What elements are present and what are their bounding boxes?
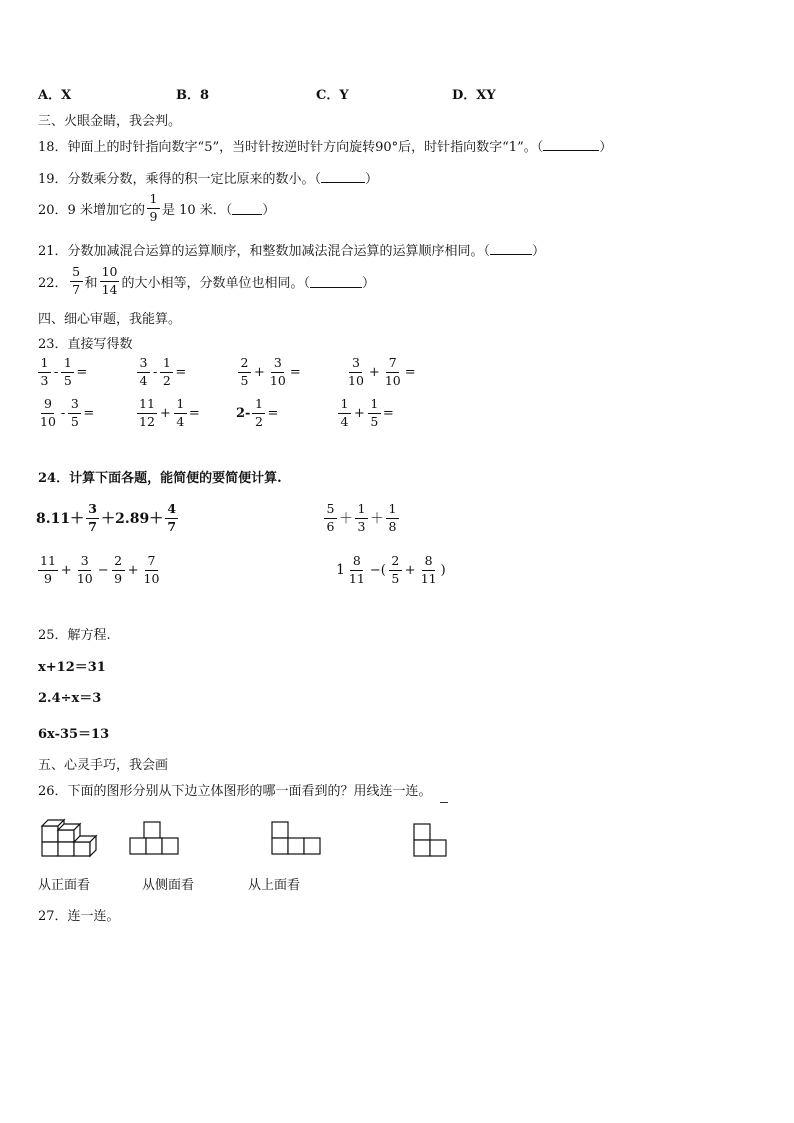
q23-item-4: $\frac{3}{10}$ + $\frac{7}{10}$ = bbox=[348, 355, 416, 388]
q20-fraction: $\frac{1}{9}$ bbox=[147, 193, 160, 223]
q24-expression-3: $\frac{11}{9}$ + $\frac{3}{10}$ − $\frac{2}{9}$ + $\frac{7}{10}$ bbox=[40, 553, 160, 586]
section5-title: 五、心灵手巧，我会画 bbox=[38, 758, 169, 773]
choice-c: C．Y bbox=[316, 88, 349, 103]
q22-fraction-1: $\frac{5}{7}$ bbox=[70, 266, 83, 296]
q25-equation-1: x+12＝31 bbox=[38, 660, 106, 675]
q23-title: 23．直接写得数 bbox=[38, 337, 133, 352]
q26-title: 26．下面的图形分别从下边立体图形的哪一面看到的？用线连一连。 bbox=[38, 784, 432, 799]
q22-pre: 22． bbox=[38, 275, 68, 291]
q24-expression-2: $\frac{5}{6}$ ＋ $\frac{1}{3}$ ＋ $\frac{1}{8}$ bbox=[322, 503, 401, 533]
q18-end: ） bbox=[599, 140, 613, 155]
solid-blocks-figure bbox=[38, 814, 100, 858]
q22-fraction-2: $\frac{10}{14}$ bbox=[101, 264, 118, 297]
q20-post: 是 10 米．（ bbox=[161, 202, 233, 218]
q24-title: 24．计算下面各题，能简便的要简便计算. bbox=[38, 471, 282, 486]
q27-title: 27．连一连。 bbox=[38, 909, 120, 924]
q19-text: 19．分数乘分数，乘得的积一定比原来的数小。（ bbox=[38, 172, 322, 187]
q23-item-3: $\frac{2}{5}$ + $\frac{3}{10}$ = bbox=[236, 357, 301, 387]
q23-item-2: $\frac{3}{4}$ - $\frac{1}{2}$ = bbox=[135, 357, 186, 387]
question-19 bbox=[38, 168, 378, 187]
q18-text: 18．钟面上的时针指向数字“5”，当时针按逆时针方向旋转90°后，时针指向数字“1”。（ bbox=[38, 140, 544, 155]
q25-title: 25．解方程. bbox=[38, 628, 111, 643]
q20-answer-blank[interactable] bbox=[232, 202, 262, 215]
view-label-front: 从正面看 bbox=[38, 878, 91, 893]
q20-pre: 20．9 米增加它的 bbox=[38, 202, 145, 218]
q21-answer-blank[interactable] bbox=[490, 242, 532, 255]
view-label-side: 从侧面看 bbox=[142, 878, 195, 893]
choice-d: D．XY bbox=[452, 88, 496, 103]
q24-expression-4: 1 $\frac{8}{11}$ −( $\frac{2}{5}$ + $\frac{8}{11}$ ) bbox=[336, 553, 446, 586]
q22-answer-blank[interactable] bbox=[310, 275, 362, 288]
choice-a: A．X bbox=[38, 88, 72, 103]
q23-item-6: $\frac{11}{12}$ + $\frac{1}{4}$ = bbox=[139, 396, 200, 429]
section4-title: 四、细心审题，我能算。 bbox=[38, 312, 182, 327]
q25-equation-2: 2.4÷x＝3 bbox=[38, 691, 102, 706]
q23-item-7: 2- $\frac{1}{2}$ = bbox=[236, 396, 279, 429]
q18-answer-blank[interactable] bbox=[543, 138, 599, 151]
question-22 bbox=[38, 266, 375, 296]
view-label-top: 从上面看 bbox=[248, 878, 301, 893]
q19-end: ） bbox=[365, 172, 379, 187]
q24-expression-1: 8.11＋ $\frac{3}{7}$ ＋2.89＋ $\frac{4}{7}$ bbox=[36, 503, 180, 533]
question-18 bbox=[38, 136, 612, 155]
q23-item-8: $\frac{1}{4}$ + $\frac{1}{5}$ = bbox=[336, 398, 394, 428]
view-shape-2 bbox=[270, 820, 322, 860]
q23-item-1: $\frac{1}{3}$ - $\frac{1}{5}$ = bbox=[36, 357, 87, 387]
q21-text: 21．分数加减混合运算的运算顺序，和整数加减法混合运算的运算顺序相同。（ bbox=[38, 244, 491, 259]
q22-mid: 和 bbox=[84, 275, 98, 291]
question-21 bbox=[38, 240, 545, 259]
section3-title: 三、火眼金睛，我会判。 bbox=[38, 114, 182, 129]
q20-end: ） bbox=[262, 202, 276, 218]
q22-post: 的大小相等，分数单位也相同。（ bbox=[121, 275, 310, 291]
stray-mark bbox=[440, 802, 448, 803]
q21-end: ） bbox=[532, 244, 546, 259]
q22-end: ） bbox=[361, 275, 375, 291]
view-shape-1 bbox=[128, 820, 180, 858]
q19-answer-blank[interactable] bbox=[321, 170, 365, 183]
question-20 bbox=[38, 193, 275, 223]
q23-item-5: $\frac{9}{10}$ - $\frac{3}{5}$ = bbox=[40, 396, 95, 429]
q25-equation-3: 6x-35＝13 bbox=[38, 727, 110, 742]
view-shape-3 bbox=[412, 822, 450, 862]
choice-b: B．8 bbox=[176, 88, 210, 103]
